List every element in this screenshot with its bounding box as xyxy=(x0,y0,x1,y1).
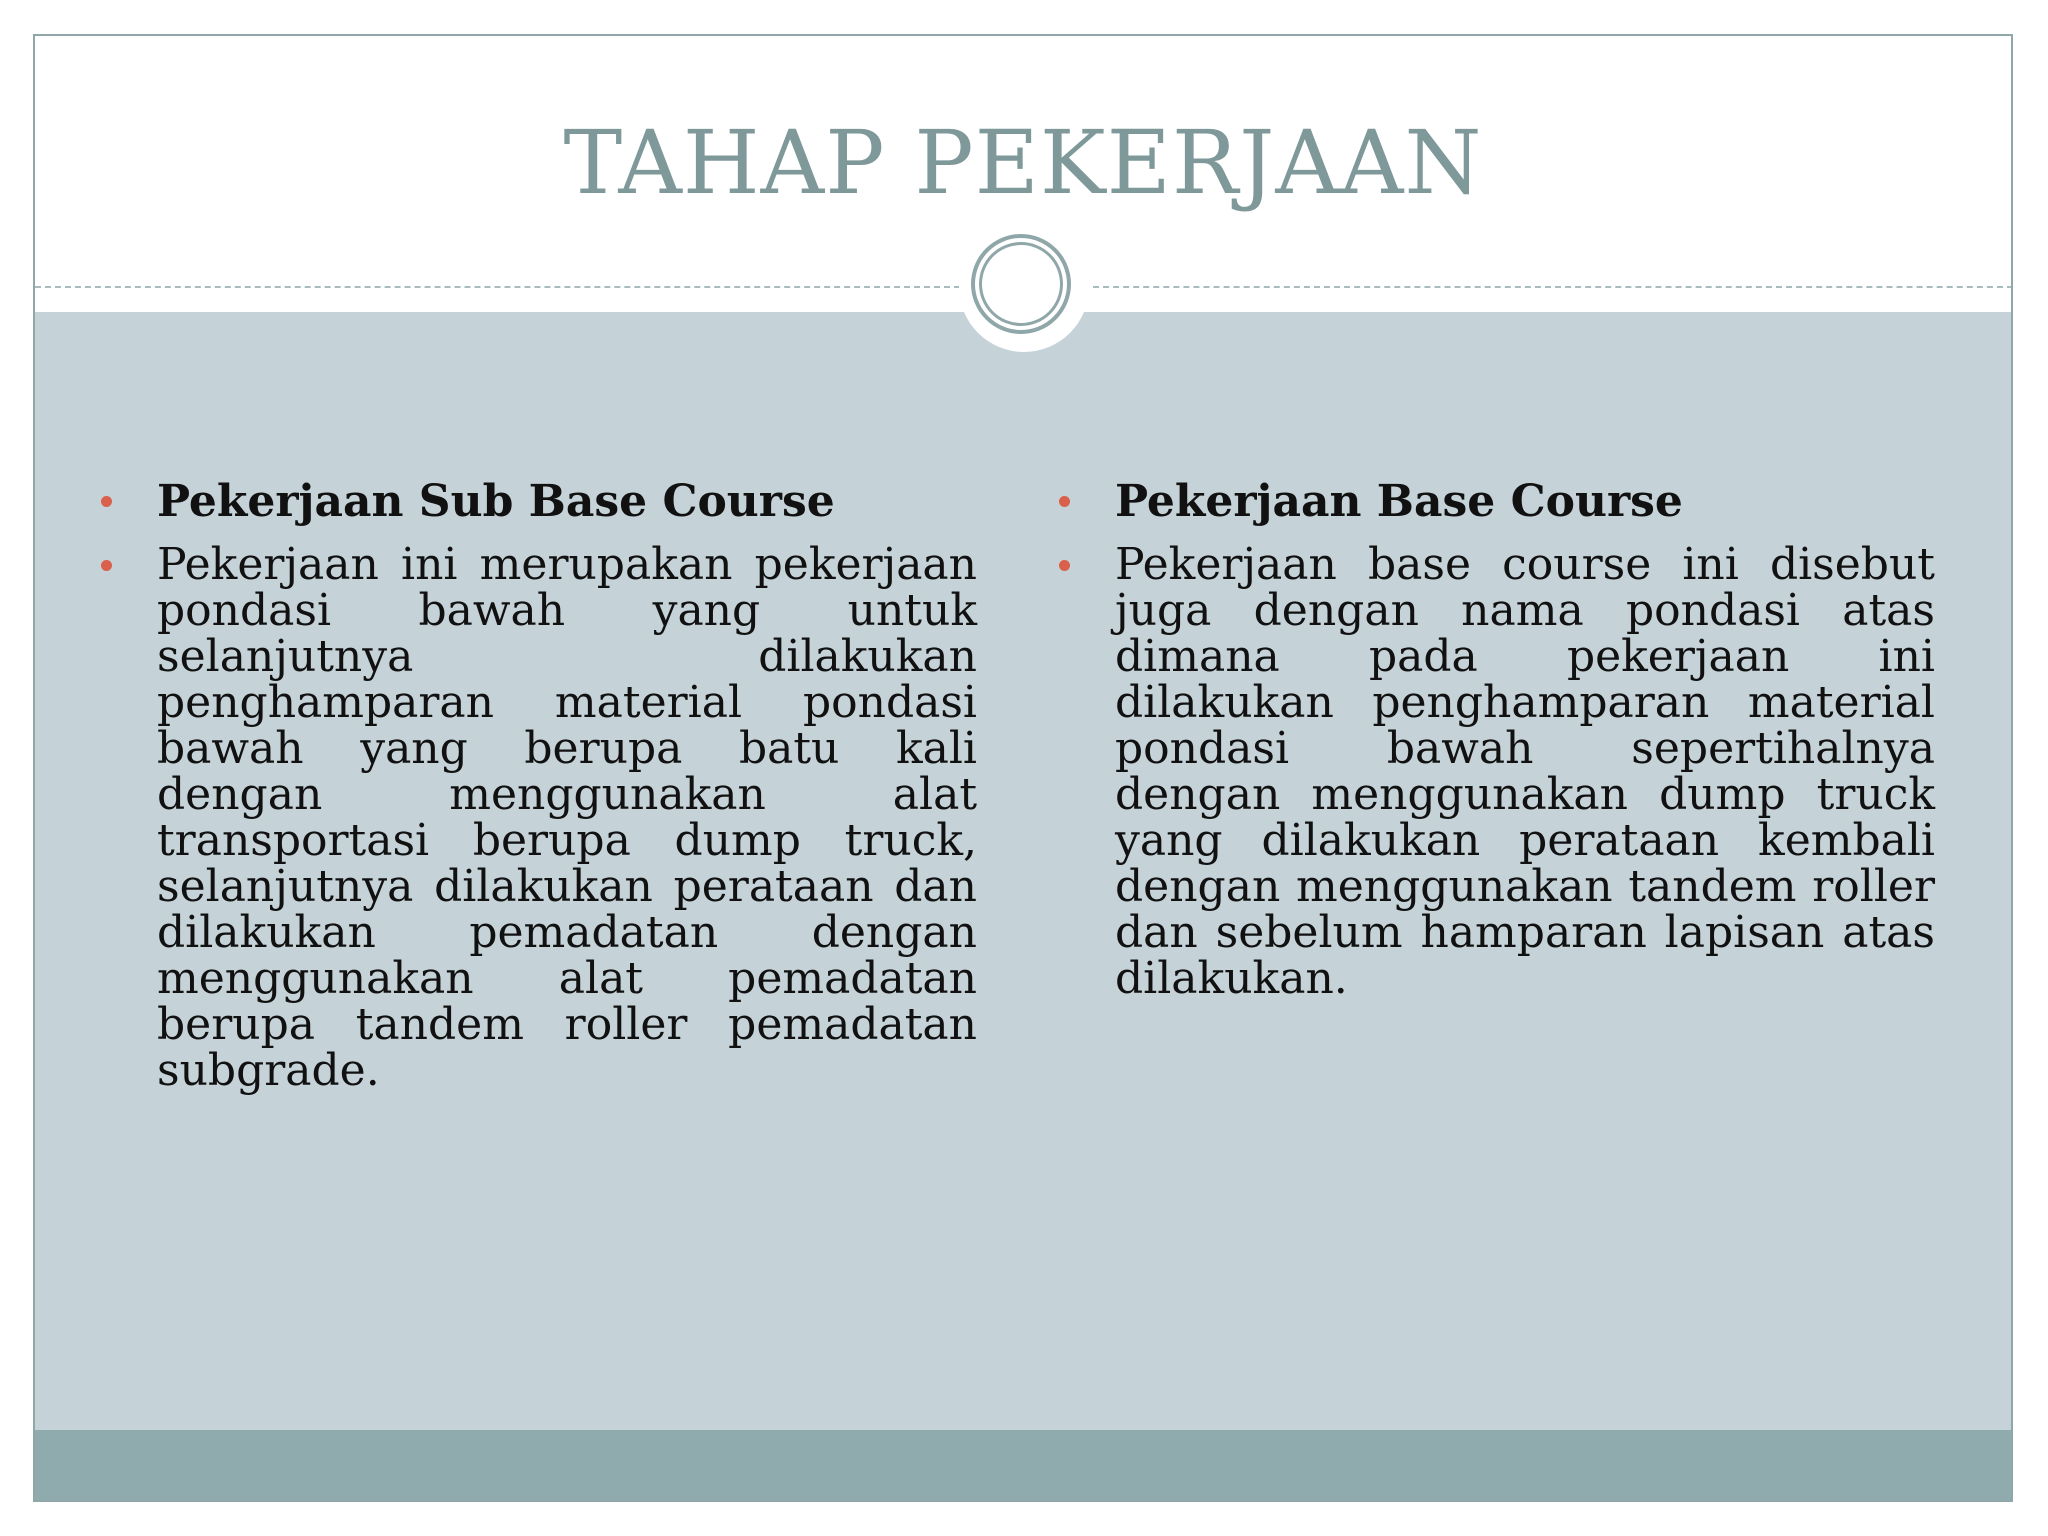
slide-title: TAHAP PEKERJAAN xyxy=(563,111,1483,214)
footer-bar xyxy=(35,1430,2011,1502)
divider-circle-inner-ring xyxy=(979,242,1063,326)
right-body-text: Pekerjaan base course ini disebut juga dengan nama pondasi atas dimana pada pekerjaan ini dilakukan penghamparan material pondasi bawah sepertihalnya dengan menggunakan dump truck yang dilakukan perataan kembali dengan menggunakan tandem roller dan sebelum hamparan lapisan atas dilakukan. xyxy=(1115,539,1935,1004)
right-bullet-heading xyxy=(1115,474,1935,530)
slide xyxy=(33,34,2013,1502)
right-bullet-body xyxy=(1115,539,1935,1004)
left-bullet-body xyxy=(157,539,977,1096)
title-divider-left xyxy=(35,286,960,288)
title-divider-right xyxy=(1093,286,2013,288)
right-heading-text: Pekerjaan Base Course xyxy=(1115,476,1683,527)
bullet-dot-icon xyxy=(101,496,112,507)
bullet-dot-icon xyxy=(1059,496,1070,507)
left-column xyxy=(157,474,977,1094)
bullet-dot-icon xyxy=(101,560,112,571)
left-body-text: Pekerjaan ini merupakan pekerjaan pondasi bawah yang untuk selanjutnya dilakukan penghamparan material pondasi bawah yang berupa batu kali dengan menggunakan alat transportasi berupa dump truck, selanjutnya dilakukan perataan dan dilakukan pemadatan dengan menggunakan alat pemadatan berupa tandem roller pemadatan subgrade. xyxy=(157,539,977,1096)
left-bullet-heading xyxy=(157,474,977,530)
bullet-dot-icon xyxy=(1059,560,1070,571)
right-column xyxy=(1115,474,1935,1002)
left-heading-text: Pekerjaan Sub Base Course xyxy=(157,476,835,527)
